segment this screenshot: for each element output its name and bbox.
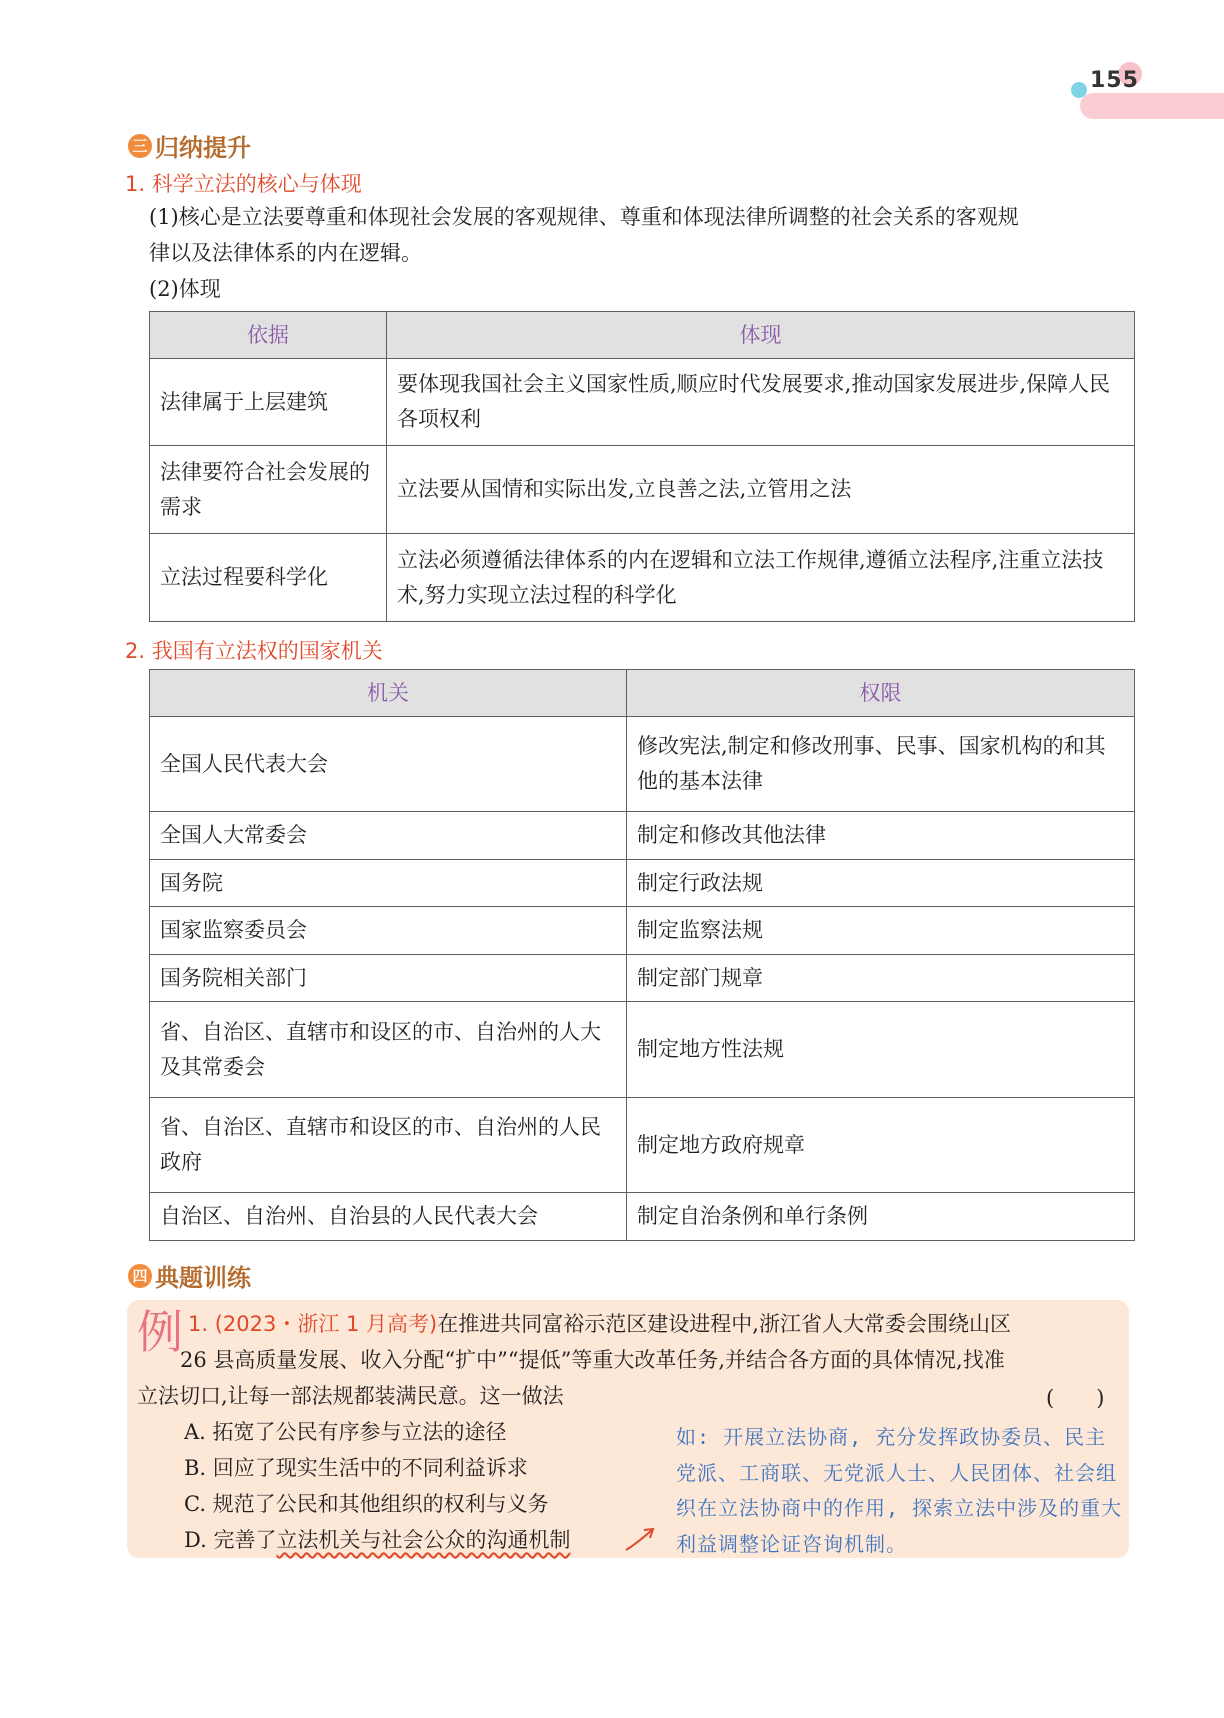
option-d [184,1523,570,1558]
subheading-scientific-legislation: 1. 科学立法的核心与体现 [125,172,362,196]
table-cell: 立法要从国情和实际出发,立良善之法,立管用之法 [387,446,1135,534]
table-cell: 法律属于上层建筑 [150,359,387,446]
option-d-highlight: 立法机关与社会公众的沟通机制 [276,1528,571,1552]
table-cell: 自治区、自治州、自治县的人民代表大会 [150,1193,627,1241]
example-mark: 例 [137,1305,183,1359]
table-cell: 国务院相关部门 [150,955,627,1002]
section-title: 典题训练 [155,1264,251,1292]
column-header-basis: 依据 [150,312,387,359]
page-number: 155 [1090,68,1139,93]
annotation-arrow-icon [622,1524,662,1554]
table-cell: 制定地方政府规章 [627,1098,1135,1193]
option-a: A. 拓宽了公民有序参与立法的途径 [184,1420,507,1444]
table-row [150,955,1135,1002]
table-header-row [150,312,1135,359]
table-cell: 制定行政法规 [627,860,1135,907]
example-stem-line1 [188,1307,1011,1342]
answer-parentheses: ( ) [1046,1386,1105,1410]
table-cell: 全国人大常委会 [150,812,627,860]
table-cell: 全国人民代表大会 [150,717,627,812]
table-cell: 省、自治区、直辖市和设区的市、自治州的人民政府 [150,1098,627,1193]
section-heading-practice [128,1258,251,1293]
table-row [150,446,1135,534]
example-stem-text: 在推进共同富裕示范区建设进程中,浙江省人大常委会围绕山区 [437,1312,1011,1336]
option-b: B. 回应了现实生活中的不同利益诉求 [184,1456,528,1480]
table-cell: 修改宪法,制定和修改刑事、民事、国家机构的和其他的基本法律 [627,717,1135,812]
table-row [150,1098,1135,1193]
section-heading-summary [128,128,251,163]
table-cell: 要体现我国社会主义国家性质,顺应时代发展要求,推动国家发展进步,保障人民各项权利 [387,359,1135,446]
example-source: 1. (2023・浙江 1 月高考) [188,1312,438,1336]
table-row [150,717,1135,812]
column-header-body: 机关 [150,670,627,717]
table-row [150,359,1135,446]
option-c: C. 规范了公民和其他组织的权利与义务 [184,1492,549,1516]
example-stem-line3: 立法切口,让每一部法规都装满民意。这一做法 [137,1384,564,1408]
table-row [150,860,1135,907]
table-cell: 制定和修改其他法律 [627,812,1135,860]
table-cell: 制定监察法规 [627,907,1135,955]
table-cell: 法律要符合社会发展的需求 [150,446,387,534]
table-cell: 制定地方性法规 [627,1002,1135,1098]
table-row [150,907,1135,955]
handwritten-note: 如: 开展立法协商, 充分发挥政协委员、民主党派、工商联、无党派人士、人民团体、社会组织在立法协商中的作用, 探索立法中涉及的重大利益调整论证咨询机制。 [676,1425,1123,1556]
table-row [150,534,1135,622]
corner-decoration-bar [1080,93,1224,119]
column-header-authority: 权限 [627,670,1135,717]
table-cell: 立法过程要科学化 [150,534,387,622]
core-paragraph-line2: 律以及法律体系的内在逻辑。 [149,241,422,265]
column-header-embodiment: 体现 [387,312,1135,359]
section-number-badge: 四 [128,1264,152,1288]
table-cell: 省、自治区、直辖市和设区的市、自治州的人大及其常委会 [150,1002,627,1098]
option-d-prefix: D. 完善了 [184,1528,277,1552]
table-cell: 立法必须遵循法律体系的内在逻辑和立法工作规律,遵循立法程序,注重立法技术,努力实现立法过程的科学化 [387,534,1135,622]
section-title: 归纳提升 [155,134,251,162]
embody-label: (2)体现 [149,277,221,301]
table-legislative-bodies [149,669,1135,1241]
table-cell: 国务院 [150,860,627,907]
table-cell: 制定部门规章 [627,955,1135,1002]
table-row [150,812,1135,860]
table-legislation-embodiment [149,311,1135,622]
table-row [150,1193,1135,1241]
table-row [150,1002,1135,1098]
core-paragraph-line1: (1)核心是立法要尊重和体现社会发展的客观规律、尊重和体现法律所调整的社会关系的客观规 [149,205,1019,229]
section-number-badge: 三 [128,134,152,158]
table-cell: 国家监察委员会 [150,907,627,955]
table-header-row [150,670,1135,717]
corner-decoration-dot-blue [1071,82,1087,98]
subheading-legislative-bodies: 2. 我国有立法权的国家机关 [125,639,383,663]
table-cell: 制定自治条例和单行条例 [627,1193,1135,1241]
example-stem-line2: 26 县高质量发展、收入分配“扩中”“提低”等重大改革任务,并结合各方面的具体情况,找准 [180,1348,1005,1372]
